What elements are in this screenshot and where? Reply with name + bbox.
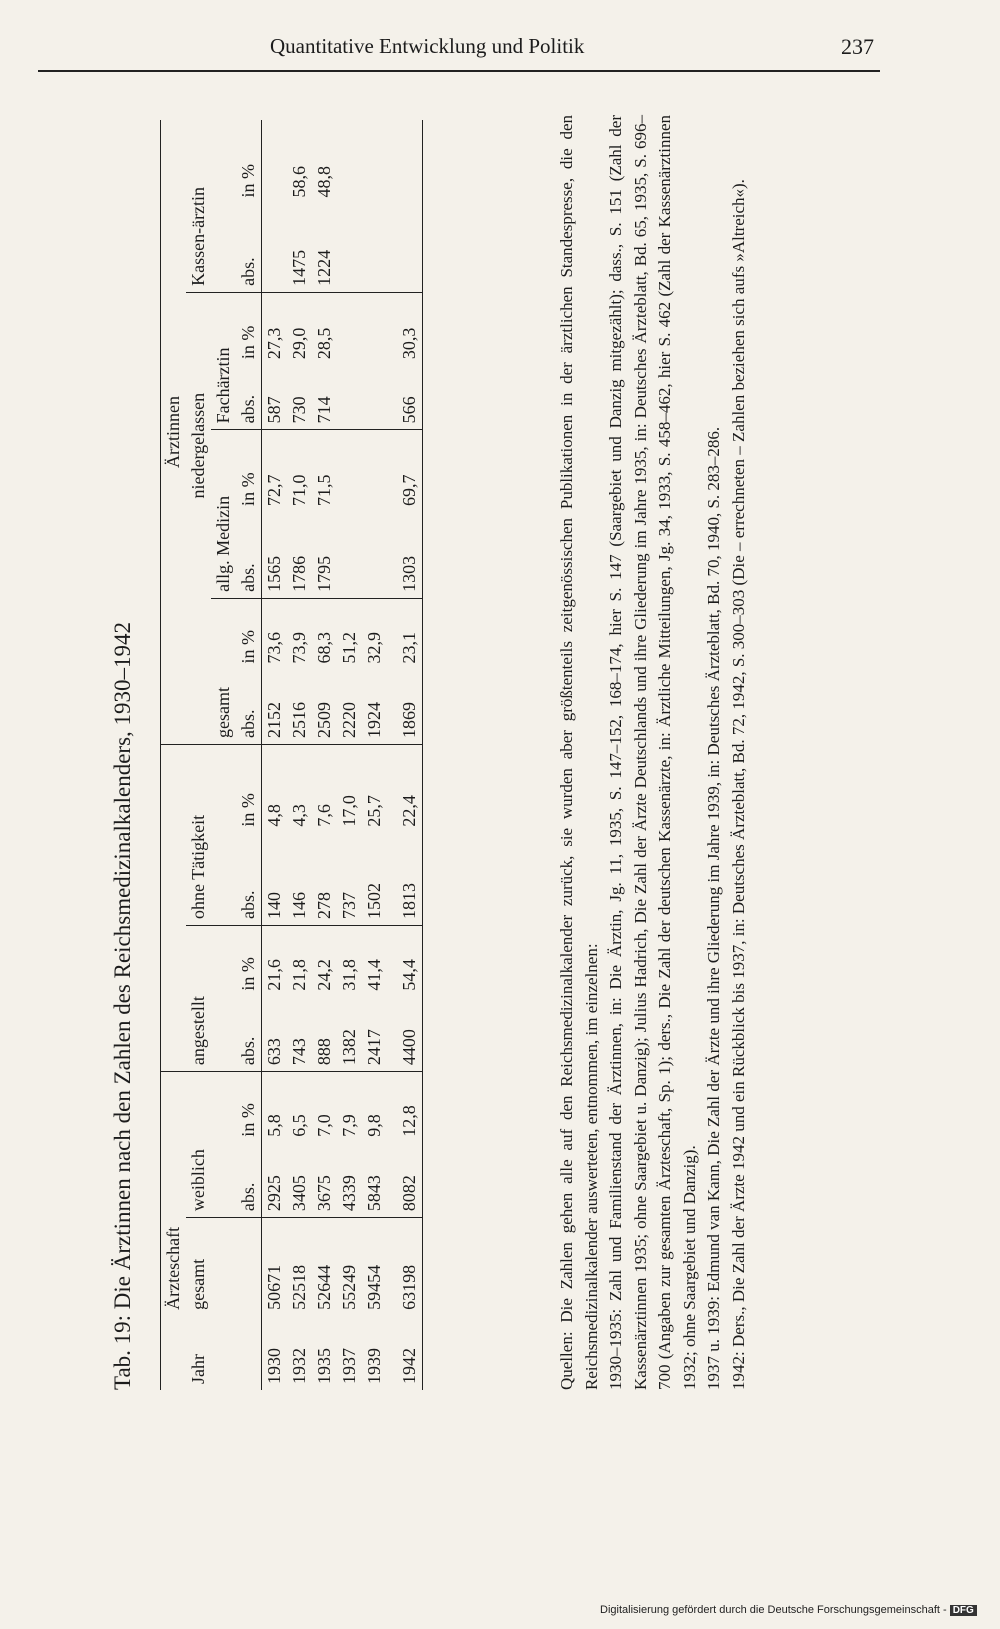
sub-abs: abs.	[236, 204, 262, 293]
cell-ohne-pct: 4,3	[289, 804, 309, 827]
cell-g-abs: 2220	[337, 669, 362, 744]
cell-w-abs: 4339	[337, 1143, 362, 1218]
table-row	[362, 120, 387, 1390]
cell-ang-abs: 633	[262, 997, 288, 1072]
cell-allg-abs	[362, 512, 387, 598]
empty-cell	[186, 598, 211, 744]
cell-g-pct: 68,3	[314, 631, 334, 664]
col-weiblich: weiblich	[186, 1072, 211, 1218]
cell-gesamt: 50671	[264, 1264, 284, 1310]
cell-fach-abs	[337, 365, 362, 430]
cell-ang-pct: 31,8	[339, 959, 359, 991]
sub-pct: in %	[238, 164, 258, 198]
cell-w-abs: 3675	[312, 1143, 337, 1218]
sub-pct: in %	[238, 1103, 258, 1137]
sub-abs: abs.	[236, 997, 262, 1072]
cell-k-abs	[337, 204, 362, 293]
cell-allg-pct	[362, 430, 387, 512]
cell-fach-pct: 27,3	[264, 327, 284, 360]
cell-allg-abs: 1795	[312, 512, 337, 598]
cell-ohne-pct: 4,8	[264, 804, 284, 827]
empty-cell	[236, 1316, 262, 1390]
cell-w-pct: 5,8	[264, 1114, 284, 1137]
cell-ang-abs: 2417	[362, 997, 387, 1072]
empty-cell	[211, 926, 236, 1072]
note-paragraph: Quellen: Die Zahlen gehen alle auf den Reichsmedizinalkalender zurück, sie wurden aber größtenteils zeitgenössischen Publikationen in der ärztlichen Standespresse, die den Reichsmedizinalkalender auswerteten, entnommen, im einzelnen:	[557, 115, 601, 1390]
cell-g-pct: 73,6	[264, 631, 284, 664]
sub-abs: abs.	[236, 512, 262, 598]
sub-abs: abs.	[236, 1143, 262, 1218]
cell-allg-pct: 71,5	[314, 474, 334, 506]
footer-text: Digitalisierung gefördert durch die Deutsche Forschungsgemeinschaft -	[600, 1604, 947, 1616]
cell-allg-abs	[337, 512, 362, 598]
empty-cell	[211, 1072, 236, 1218]
col-fach: Fachärztin	[211, 292, 236, 430]
sub-abs: abs.	[236, 365, 262, 430]
empty-cell	[211, 120, 236, 292]
col-gesamt: gesamt	[188, 1258, 208, 1310]
running-title: Quantitative Entwicklung und Politik	[270, 34, 585, 58]
cell-g-pct: 23,1	[399, 631, 419, 664]
cell-jahr: 1937	[339, 1348, 359, 1384]
cell-jahr: 1942	[399, 1348, 419, 1384]
sub-pct: in %	[238, 957, 258, 991]
cell-ang-pct: 21,8	[289, 959, 309, 991]
cell-fach-pct	[362, 292, 387, 365]
cell-ohne-abs: 278	[312, 833, 337, 926]
cell-g-abs: 1924	[362, 669, 387, 744]
cell-ohne-abs: 146	[287, 833, 312, 926]
cell-k-abs: 1224	[312, 204, 337, 293]
cell-allg-pct: 71,0	[289, 474, 309, 506]
note-paragraph: 1930–1935: Zahl und Familienstand der Ärztinnen, in: Die Ärztin, Jg. 11, 1935, S. 147–152, 168–174, hier S. 147 (Saargebiet und Danzig mitgezählt); dass., S. 151 (Zahl der Kassenärztinnen 1935; ohne Saargebiet u. Danzig); Julius Hadrich, Die Zahl der Ärzte Deutschlands und ihre Gliederung im Jahre 1935, in: Deutsches Ärzteblatt, Bd. 65, 1935, S. 696–700 (Angaben zur gesamten Ärzteschaft, Sp. 1); ders., Die Zahl der deutschen Kassenärzte, in: Ärztliche Mitteilungen, Jg. 34, 1933, S. 458–462, hier S. 462 (Zahl der Kassenärztinnen 1932; ohne Saargebiet und Danzig).	[606, 115, 699, 1390]
sub-pct: in %	[238, 325, 258, 360]
cell-ohne-abs: 140	[262, 833, 288, 926]
group-aerzteschaft: Ärzteschaft	[163, 1226, 183, 1310]
cell-k-pct	[262, 120, 288, 204]
empty-cell	[161, 744, 187, 1071]
cell-ohne-abs: 1813	[387, 833, 423, 926]
source-notes	[555, 115, 751, 1390]
sub-pct: in %	[238, 472, 258, 506]
data-table	[160, 120, 423, 1390]
sub-pct: in %	[238, 793, 258, 827]
cell-g-abs: 2152	[262, 669, 288, 744]
cell-ang-pct: 41,4	[364, 959, 384, 991]
rotated-content	[100, 100, 820, 1390]
note-paragraph: 1942: Ders., Die Zahl der Ärzte 1942 und ein Rückblick bis 1937, in: Deutsches Ärzteblatt, Bd. 72, 1942, S. 300–303 (Die – errechneten – Zahlen beziehen sich aufs »Altreich«).	[728, 179, 748, 1390]
cell-fach-pct: 30,3	[399, 327, 419, 360]
cell-ang-abs: 1382	[337, 997, 362, 1072]
dfg-footer	[600, 1604, 977, 1616]
cell-w-pct: 7,0	[314, 1114, 334, 1137]
note-paragraph: 1937 u. 1939: Edmund van Kann, Die Zahl der Ärzte und ihre Gliederung im Jahre 1939, in: Deutsches Ärzteblatt, Bd. 70, 1940, S. 283–286.	[704, 426, 723, 1390]
sub-abs: abs.	[236, 833, 262, 926]
cell-gesamt: 59454	[364, 1264, 384, 1310]
cell-k-abs	[362, 204, 387, 293]
col-a-gesamt: gesamt	[211, 598, 236, 744]
cell-k-pct	[362, 120, 387, 204]
cell-allg-pct: 69,7	[399, 474, 419, 506]
cell-k-pct	[337, 120, 362, 204]
cell-k-pct: 48,8	[314, 166, 334, 198]
table-row	[262, 120, 288, 1390]
cell-ohne-pct: 7,6	[314, 804, 334, 827]
cell-w-pct: 7,9	[339, 1114, 359, 1137]
cell-g-abs: 2516	[287, 669, 312, 744]
cell-w-pct: 6,5	[289, 1114, 309, 1137]
empty-cell	[211, 744, 236, 925]
cell-k-abs	[387, 204, 423, 293]
cell-k-abs	[262, 204, 288, 293]
cell-k-pct	[387, 120, 423, 204]
cell-ang-pct: 21,6	[264, 959, 284, 991]
cell-gesamt: 55249	[339, 1264, 359, 1310]
cell-ang-pct: 24,2	[314, 959, 334, 991]
cell-fach-pct: 28,5	[314, 327, 334, 360]
col-jahr: Jahr	[188, 1354, 208, 1384]
cell-w-abs: 3405	[287, 1143, 312, 1218]
cell-allg-pct: 72,7	[264, 474, 284, 506]
cell-fach-abs: 566	[387, 365, 423, 430]
cell-ang-abs: 743	[287, 997, 312, 1072]
cell-fach-abs: 587	[262, 365, 288, 430]
cell-fach-pct	[337, 292, 362, 365]
empty-cell	[211, 1218, 236, 1316]
table-row	[387, 120, 423, 1390]
cell-ohne-abs: 737	[337, 833, 362, 926]
cell-ohne-pct: 25,7	[364, 795, 384, 827]
cell-jahr: 1932	[289, 1348, 309, 1384]
cell-allg-abs: 1565	[262, 512, 288, 598]
col-allg: allg. Medizin	[211, 430, 236, 598]
cell-jahr: 1935	[314, 1348, 334, 1384]
cell-g-abs: 2509	[312, 669, 337, 744]
cell-allg-pct	[337, 430, 362, 512]
cell-w-pct: 9,8	[364, 1114, 384, 1137]
empty-cell	[211, 1316, 236, 1390]
group-niedergelassen: niedergelassen	[188, 392, 208, 499]
sub-pct: in %	[238, 629, 258, 664]
table-title: Tab. 19: Die Ärztinnen nach den Zahlen des Reichsmedizinalkalenders, 1930–1942	[110, 621, 135, 1390]
cell-gesamt: 52644	[314, 1264, 334, 1310]
cell-ohne-pct: 22,4	[399, 795, 419, 827]
page-header	[38, 34, 880, 72]
table-row	[337, 120, 362, 1390]
cell-w-abs: 8082	[387, 1143, 423, 1218]
cell-g-pct: 73,9	[289, 631, 309, 664]
cell-fach-pct: 29,0	[289, 327, 309, 360]
table-row	[287, 120, 312, 1390]
cell-allg-abs: 1303	[387, 512, 423, 598]
cell-w-abs: 2925	[262, 1143, 288, 1218]
cell-g-pct: 51,2	[339, 631, 359, 664]
cell-g-pct: 32,9	[364, 631, 384, 664]
sub-abs: abs.	[236, 669, 262, 744]
cell-fach-abs: 714	[312, 365, 337, 430]
cell-gesamt: 52518	[289, 1264, 309, 1310]
cell-ohne-pct: 17,0	[339, 795, 359, 827]
cell-fach-abs: 730	[287, 365, 312, 430]
cell-g-abs: 1869	[387, 669, 423, 744]
cell-ohne-abs: 1502	[362, 833, 387, 926]
cell-k-abs: 1475	[287, 204, 312, 293]
cell-w-abs: 5843	[362, 1143, 387, 1218]
cell-jahr: 1930	[264, 1348, 284, 1384]
cell-gesamt: 63198	[399, 1264, 419, 1310]
dfg-logo: DFG	[950, 1605, 977, 1616]
cell-ang-pct: 54,4	[399, 959, 419, 991]
cell-jahr: 1939	[364, 1348, 384, 1384]
table-row	[312, 120, 337, 1390]
cell-ang-abs: 888	[312, 997, 337, 1072]
col-kassen: Kassen-ärztin	[186, 120, 211, 292]
page-number: 237	[841, 34, 874, 59]
col-ohne: ohne Tätigkeit	[186, 744, 211, 925]
empty-cell	[161, 1316, 187, 1390]
empty-cell	[236, 1218, 262, 1316]
cell-w-pct: 12,8	[399, 1105, 419, 1137]
cell-ang-abs: 4400	[387, 997, 423, 1072]
cell-k-pct: 58,6	[289, 166, 309, 198]
cell-fach-abs	[362, 365, 387, 430]
cell-allg-abs: 1786	[287, 512, 312, 598]
col-angestellt: angestellt	[186, 926, 211, 1072]
group-aerztinnen: Ärztinnen	[161, 120, 187, 744]
